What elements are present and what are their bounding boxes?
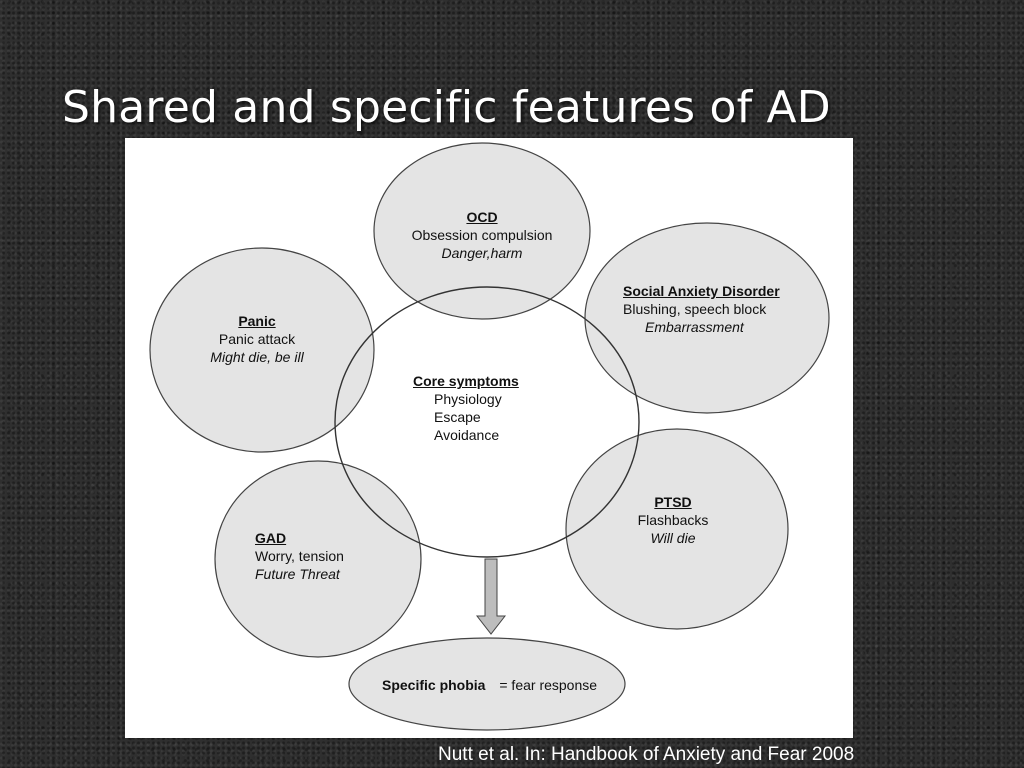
panic-label [192,312,322,366]
ptsd-heading: PTSD [654,494,692,510]
phobia-label [382,676,622,694]
core-heading: Core symptoms [413,373,519,389]
social-label [623,282,823,336]
diagram-figure [125,138,853,738]
social-fear: Embarrassment [645,319,744,335]
ocd-label [382,208,582,262]
gad-heading: GAD [255,530,287,546]
phobia-relation: = fear response [499,677,598,693]
ptsd-symptom: Flashbacks [637,512,709,528]
ptsd-label [618,493,728,547]
gad-symptom: Worry, tension [255,548,344,564]
ocd-heading: OCD [466,209,498,225]
ocd-symptom: Obsession compulsion [411,227,553,243]
ptsd-fear: Will die [650,530,696,546]
core-item-avoidance: Avoidance [434,427,500,443]
phobia-heading: Specific phobia [382,677,486,693]
core-item-physiology: Physiology [434,391,502,407]
gad-label [255,529,395,583]
gad-fear: Future Threat [255,566,340,582]
social-heading: Social Anxiety Disorder [623,283,780,299]
citation: Nutt et al. In: Handbook of Anxiety and Fear 2008 [438,744,855,765]
slide-title: Shared and specific features of AD [62,82,831,133]
down-arrow [477,559,505,634]
core-item-escape: Escape [434,409,481,425]
panic-symptom: Panic attack [218,331,296,347]
social-symptom: Blushing, speech block [623,301,767,317]
panic-fear: Might die, be ill [210,349,304,365]
ocd-fear: Danger,harm [441,245,523,261]
panic-heading: Panic [238,313,276,329]
core-label [413,372,563,444]
